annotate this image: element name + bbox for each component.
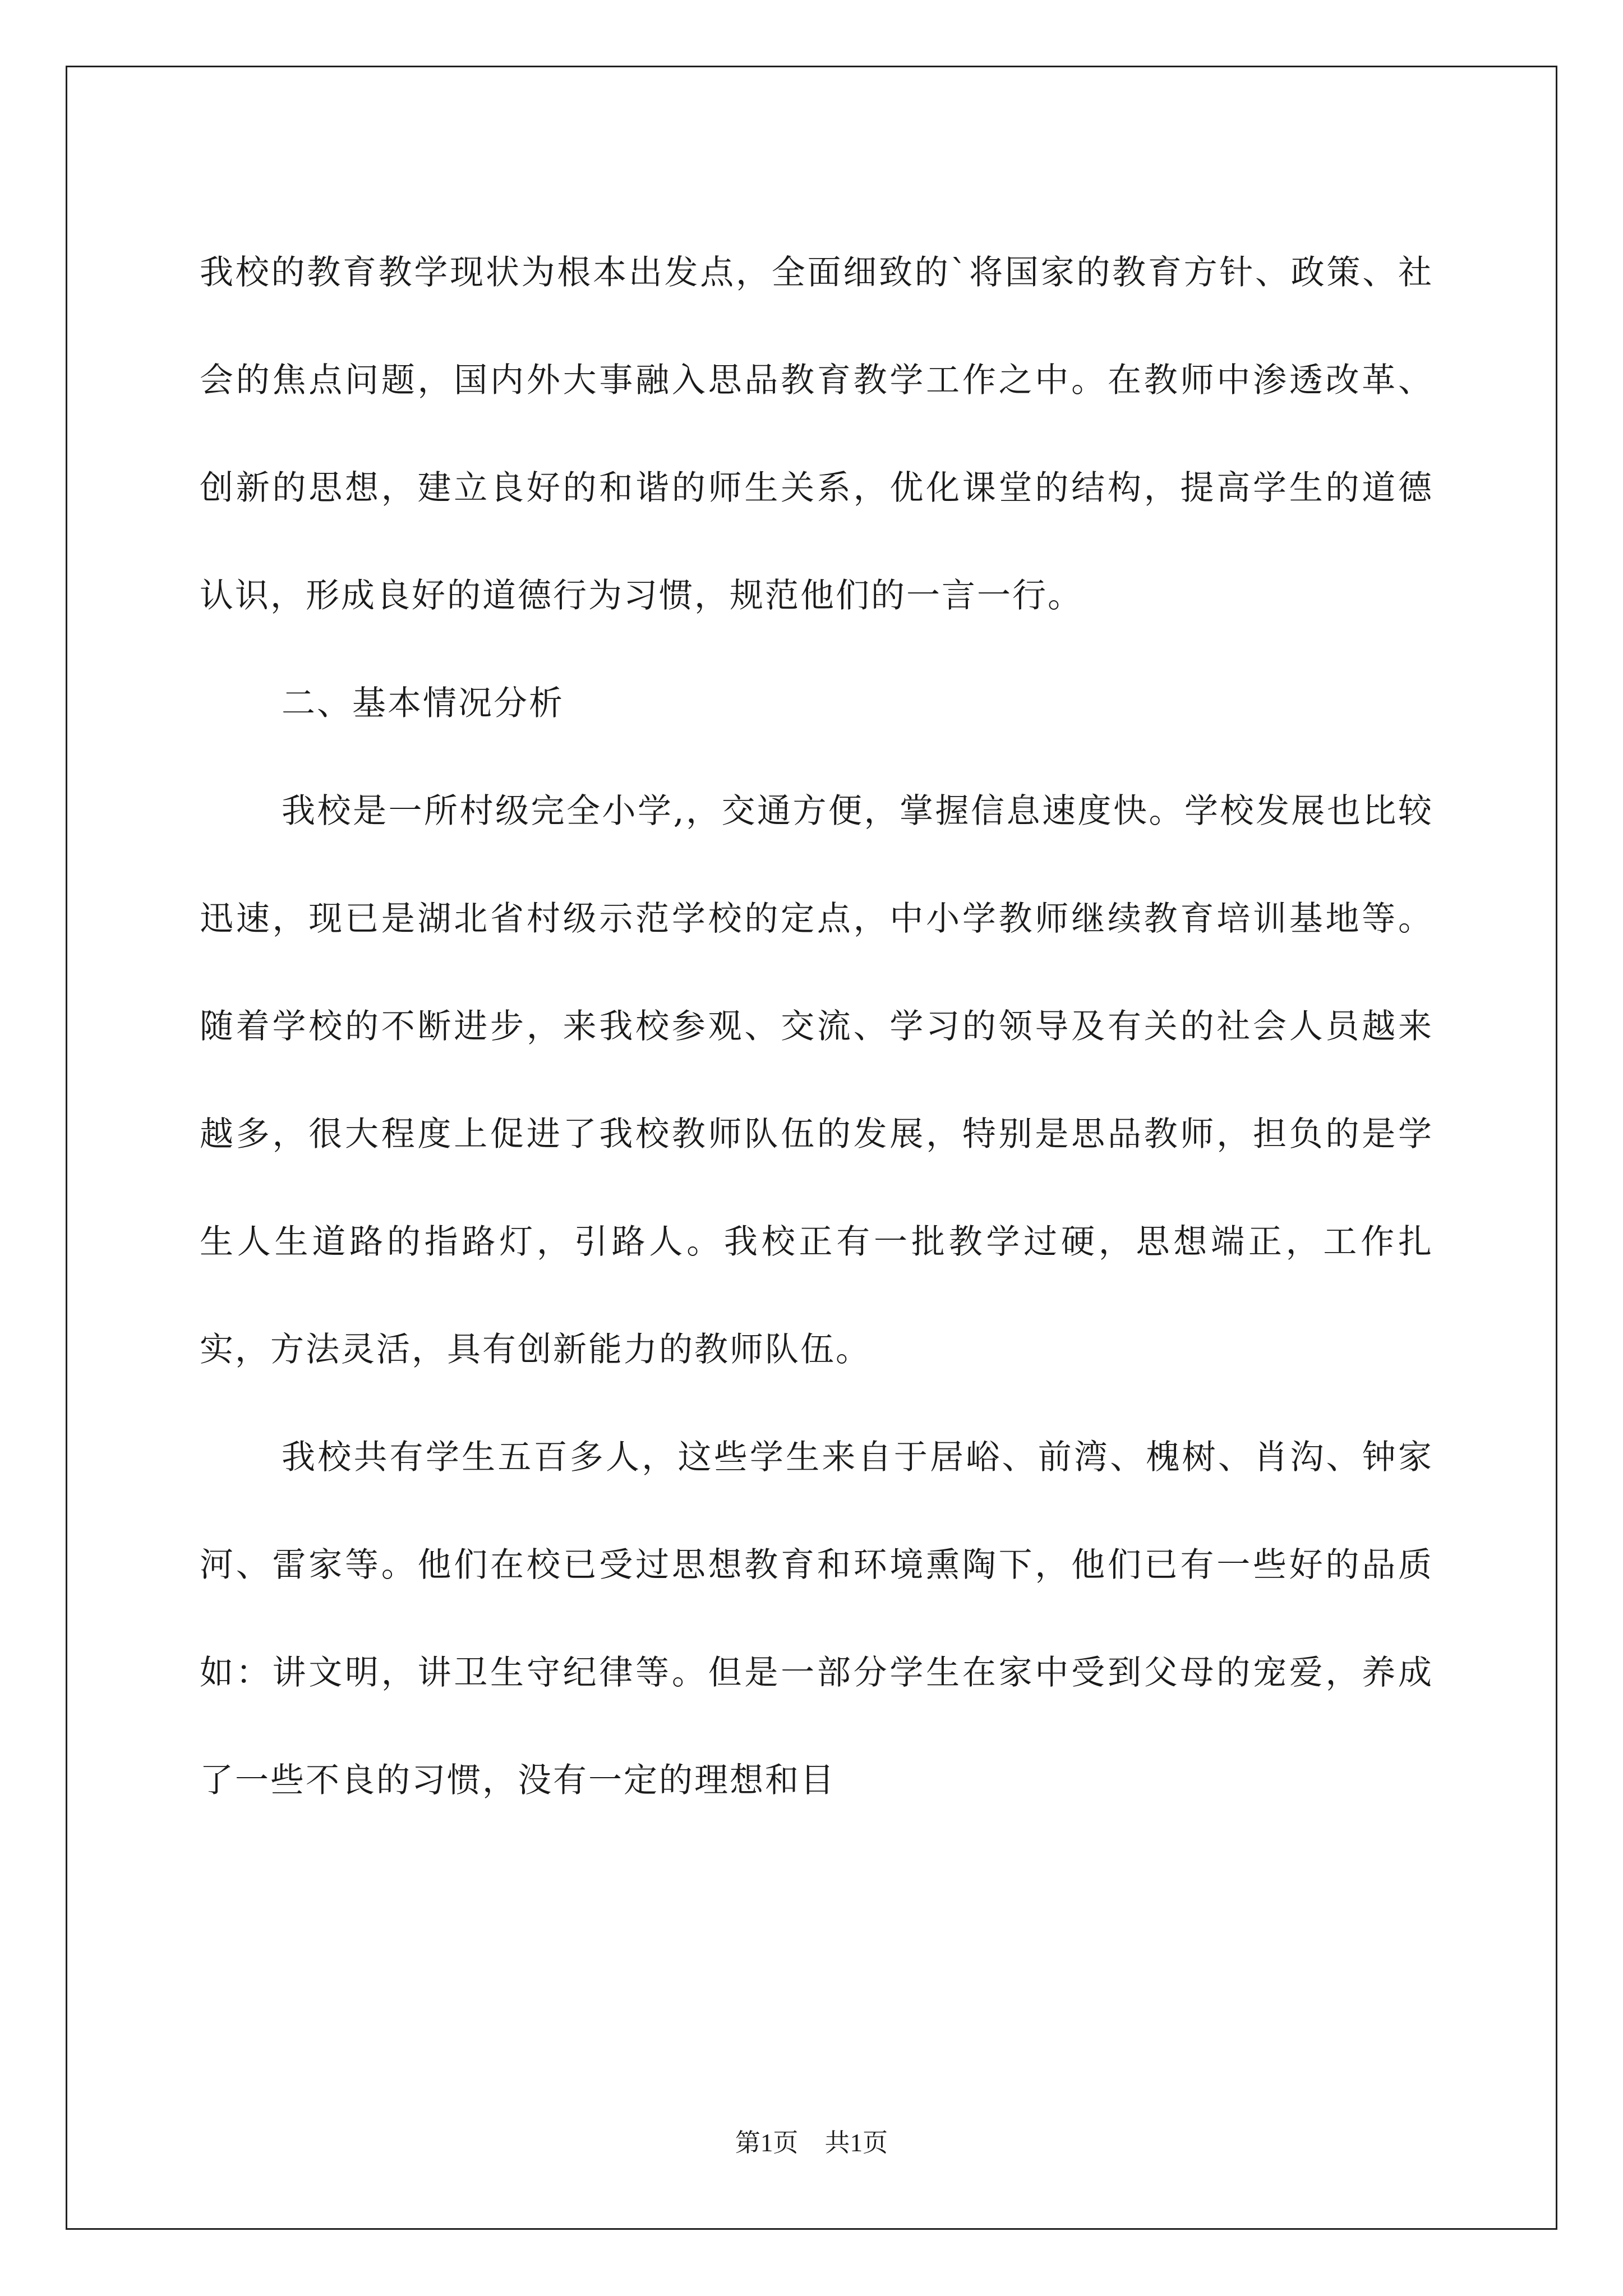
page-number: 第1页 xyxy=(735,2129,799,2157)
page-footer xyxy=(0,2122,1623,2159)
paragraph-3: 我校共有学生五百多人，这些学生来自于居峪、前湾、槐树、肖沟、钟家河、雷家等。他们在校已受过思想教育和环境熏陶下，他们已有一些好的品质如：讲文明，讲卫生守纪律等。但是一部分学生在家中受到父母的宠爱，养成了一些不良的习惯，没有一定的理想和目 xyxy=(200,1438,1433,1800)
page-total: 共1页 xyxy=(824,2129,888,2157)
section-heading: 二、基本情况分析 xyxy=(282,684,564,723)
paragraph-1: 我校的教育教学现状为根本出发点，全面细致的`将国家的教育方针、政策、社会的焦点问题，国内外大事融入思品教育教学工作之中。在教师中渗透改革、创新的思想，建立良好的和谐的师生关系，优化课堂的结构，提高学生的道德认识，形成良好的道德行为习惯，规范他们的一言一行。 xyxy=(200,253,1433,615)
paragraph-2: 我校是一所村级完全小学,，交通方便，掌握信息速度快。学校发展也比较迅速，现已是湖北省村级示范学校的定点，中小学教师继续教育培训基地等。随着学校的不断进步，来我校参观、交流、学习的领导及有关的社会人员越来越多，很大程度上促进了我校教师队伍的发展，特别是思品教师，担负的是学生人生道路的指路灯，引路人。我校正有一批教学过硬，思想端正，工作扎实，方法灵活，具有创新能力的教师队伍。 xyxy=(200,792,1433,1369)
document-body xyxy=(200,219,1433,1834)
